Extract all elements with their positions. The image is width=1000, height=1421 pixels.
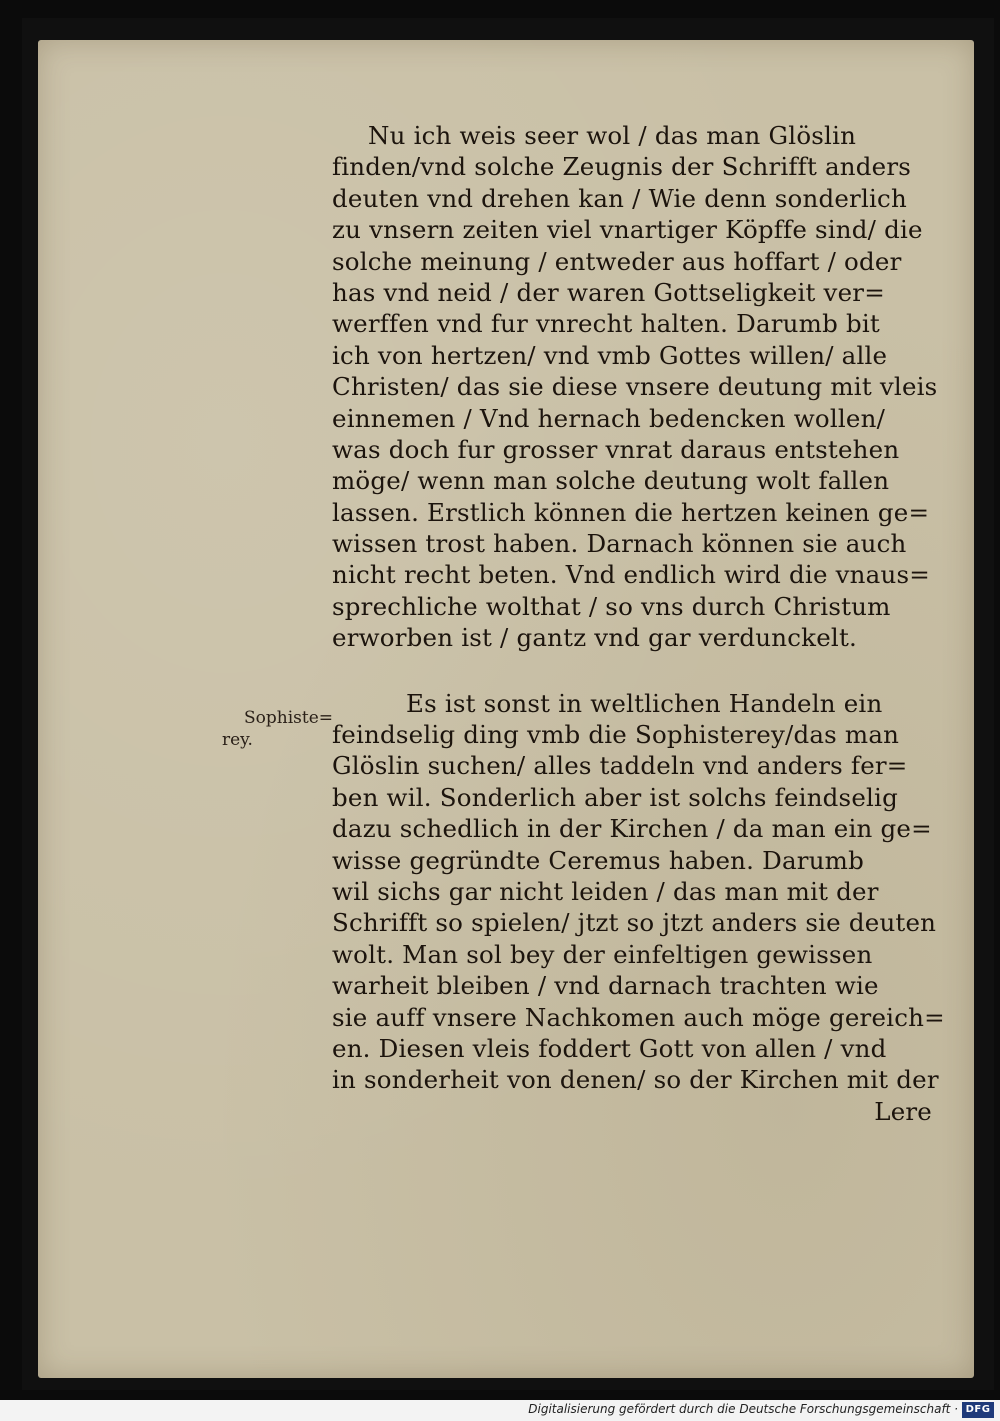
text-line: finden/vnd solche Zeugnis der Schrifft anders [332, 152, 912, 182]
text-line: ben wil. Sonderlich aber ist solchs feindselig [332, 782, 898, 812]
text-line: en. Diesen vleis foddert Gott von allen / vnd [332, 1033, 887, 1063]
text-line: Christen/ das sie diese vnsere deutung mit vleis [332, 372, 938, 402]
marginal-note-line: rey. [222, 730, 253, 750]
main-text [332, 120, 962, 1127]
footer-bar [0, 1400, 1000, 1421]
text-line: has vnd neid / der waren Gottseligkeit ver= [332, 277, 885, 307]
text-line: sie auff vnsere Nachkomen auch möge gereich= [332, 1002, 945, 1032]
catchword: Lere [874, 1096, 932, 1126]
marginal-note [222, 707, 342, 751]
paragraph-2 [332, 688, 962, 1127]
text-line: ich von hertzen/ vnd vmb Gottes willen/ alle [332, 340, 888, 370]
text-line: warheit bleiben / vnd darnach trachten wie [332, 971, 879, 1001]
text-line: in sonderheit von denen/ so der Kirchen mit der [332, 1065, 939, 1095]
text-line: Glöslin suchen/ alles taddeln vnd anders fer= [332, 751, 908, 781]
text-line: einnemen / Vnd hernach bedencken wollen/ [332, 403, 886, 433]
text-line: Schrifft so spielen/ jtzt so jtzt anders sie deuten [332, 908, 937, 938]
text-line: Nu ich weis seer wol / das man Glöslin [368, 121, 857, 150]
text-line: möge/ wenn man solche deutung wolt fallen [332, 466, 890, 496]
text-line: erworben ist / gantz vnd gar verdunckelt. [332, 623, 857, 653]
text-line: lassen. Erstlich können die hertzen keinen ge= [332, 497, 930, 527]
text-line: wil sichs gar nicht leiden / das man mit der [332, 876, 879, 906]
text-line: werffen vnd fur vnrecht halten. Darumb bit [332, 309, 880, 339]
text-line: deuten vnd drehen kan / Wie denn sonderlich [332, 183, 907, 213]
text-line: wissen trost haben. Darnach können sie auch [332, 529, 907, 559]
text-line: wolt. Man sol bey der einfeltigen gewissen [332, 939, 873, 969]
dfg-logo: DFG [962, 1402, 994, 1418]
paragraph-1 [332, 120, 962, 654]
funding-notice: Digitalisierung gefördert durch die Deutsche Forschungsgemeinschaft · [528, 1402, 958, 1416]
text-line: was doch fur grosser vnrat daraus entstehen [332, 434, 900, 464]
text-line: Es ist sonst in weltlichen Handeln ein [406, 688, 883, 718]
text-line: wisse gegründte Ceremus haben. Darumb [332, 845, 864, 875]
text-line: nicht recht beten. Vnd endlich wird die vnaus= [332, 560, 930, 590]
text-line: sprechliche wolthat / so vns durch Christum [332, 591, 891, 621]
text-line: zu vnsern zeiten viel vnartiger Köpffe sind/ die [332, 215, 923, 245]
text-line: solche meinung / entweder aus hoffart / oder [332, 246, 902, 276]
marginal-note-line: Sophiste= [244, 708, 334, 728]
text-line: dazu schedlich in der Kirchen / da man ein ge= [332, 814, 932, 844]
text-line: feindselig ding vmb die Sophisterey/das man [332, 720, 900, 750]
